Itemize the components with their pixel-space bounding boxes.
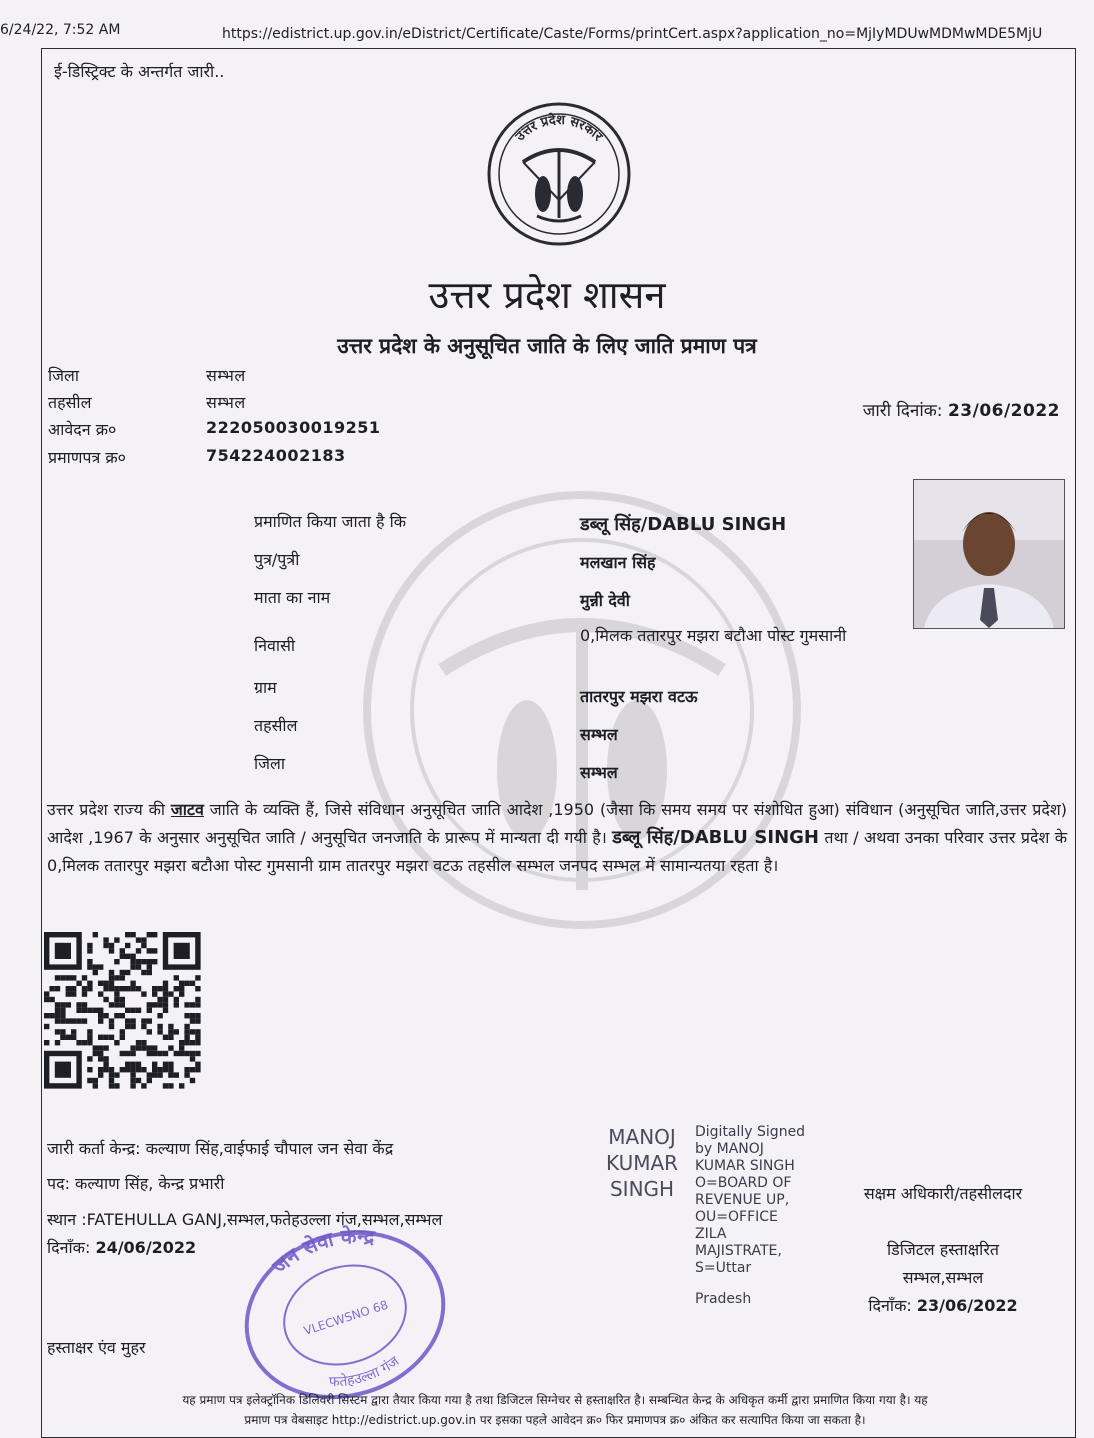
- certified-label: प्रमाणित किया जाता है कि: [254, 512, 407, 531]
- certificate-no-label: प्रमाणपत्र क्र०: [48, 448, 126, 467]
- signer-name-line-2: KUMAR: [606, 1151, 679, 1175]
- signature-detail-line: Pradesh: [695, 1291, 752, 1307]
- issue-date: [863, 398, 1060, 421]
- signature-details: [695, 1124, 805, 1308]
- application-number: 222050030019251: [206, 418, 381, 437]
- district-label: जिला: [48, 366, 80, 385]
- digital-signed-label: डिजिटल हस्ताक्षरित: [887, 1240, 999, 1259]
- issued-under-text: ई-डिस्ट्रिक्ट के अन्तर्गत जारी..: [54, 62, 225, 81]
- authority-title: सक्षम अधिकारी/तहसीलदार: [863, 1184, 1023, 1203]
- tehsil-label: तहसील: [48, 393, 92, 412]
- resident-label: निवासी: [254, 636, 296, 655]
- signature-detail-line: MAJISTRATE,: [695, 1243, 782, 1259]
- signature-detail-line: ZILA: [695, 1226, 727, 1242]
- emblem-text: उत्तर प्रदेश सरकार: [512, 112, 606, 145]
- signature-detail-line: by MANOJ: [695, 1141, 764, 1157]
- parent-name: मलखान सिंह: [580, 553, 656, 572]
- certificate-number: 754224002183: [206, 446, 346, 465]
- village-name: तातरपुर मझरा वटऊ: [580, 687, 698, 706]
- signature-detail-line: Digitally Signed: [695, 1124, 806, 1140]
- detail-tehsil-value: सम्भल: [580, 725, 618, 744]
- application-label: आवेदन क्र०: [48, 420, 117, 439]
- svg-text:उत्तर प्रदेश सरकार: [512, 112, 605, 145]
- statement-part-2: जाति के व्यक्ति हैं, जिसे संविधान अनुसूचित जाति आदेश ,1950 (जैसा कि समय समय पर संशोधित हुआ) संविधान (अनुसूचित जाति,उत्तर प्रदेश) आदेश ,1967 के अनुसार अनुसूचित जाति / अनुसूचित जनजाति के प्रारूप में मान्यता दी गयी है।: [47, 800, 1067, 847]
- statement-part-3: तथा / अथवा उनका परिवार उत्तर प्रदेश के 0,मिलक ततारपुर मझरा बटौआ पोस्ट गुमसानी ग्राम तातरपुर मझरा वटऊ तहसील सम्भल जनपद सम्भल में सामान्यतया रहता है।: [47, 828, 1068, 875]
- statement-applicant-name: डब्लू सिंह/DABLU SINGH: [612, 827, 819, 848]
- issuer-date-value: 24/06/2022: [95, 1238, 197, 1257]
- signature-detail-line: OU=OFFICE: [695, 1209, 778, 1225]
- detail-district-value: सम्भल: [580, 763, 618, 782]
- certificate-statement: [47, 796, 1067, 880]
- issuer-post: पद: कल्याण सिंह, केन्द्र प्रभारी: [47, 1174, 225, 1193]
- up-emblem-icon: [485, 100, 633, 248]
- district-value: सम्भल: [206, 366, 246, 385]
- authority-date: [828, 1294, 1058, 1316]
- signature-detail-line: [695, 1277, 805, 1291]
- footer-line-1: यह प्रमाण पत्र इलेक्ट्रॉनिक डिलिवरी सिस्टम द्वारा तैयार किया गया है तथा डिजिटल सिग्नेचर से हस्ताक्षरित है। सम्बन्धित केन्द्र के अधिकृत कर्मी द्वारा प्रमाणित किया गया है। यह: [182, 1393, 928, 1407]
- certificate-title: उत्तर प्रदेश के अनुसूचित जाति के लिए जाति प्रमाण पत्र: [337, 334, 757, 358]
- issuer-date: [47, 1236, 196, 1258]
- signature-detail-line: REVENUE UP,: [695, 1192, 790, 1208]
- qr-code: [44, 932, 204, 1090]
- parent-label: पुत्र/पुत्री: [254, 550, 300, 569]
- footer-line-2: प्रमाण पत्र वेबसाइट http://edistrict.up.gov.in पर इसका पहले आवेदन क्र० फिर प्रमाणपत्र क्र० अंकित कर सत्यापित किया जा सकता है।: [244, 1413, 866, 1427]
- stamp-text-mid: VLECWSNO 68: [301, 1297, 390, 1339]
- mother-label: माता का नाम: [254, 588, 331, 607]
- applicant-photo: [913, 479, 1065, 629]
- stamp-text-top: जन सेवा केन्द्र: [267, 1223, 376, 1279]
- print-url: https://edistrict.up.gov.in/eDistrict/Certificate/Caste/Forms/printCert.aspx?application_no=MjIyMDUwMDMwMDE5MjU: [222, 26, 1043, 42]
- signature-detail-line: KUMAR SINGH: [695, 1158, 795, 1174]
- signature-detail-line: S=Uttar: [695, 1260, 752, 1276]
- authority-date-value: 23/06/2022: [916, 1296, 1018, 1315]
- svg-text:जन सेवा केन्द्र: [263, 1222, 384, 1282]
- signer-name-line-3: SINGH: [609, 1177, 675, 1201]
- statement-part-1: उत्तर प्रदेश राज्य की: [47, 800, 166, 819]
- issuing-center: जारी कर्ता केन्द्र: कल्याण सिंह,वाईफाई चौपाल जन सेवा केंद्र: [47, 1139, 394, 1158]
- tehsil-value: सम्भल: [206, 393, 246, 412]
- print-timestamp: 6/24/22, 7:52 AM: [0, 22, 121, 38]
- signer-name-line-1: MANOJ: [608, 1125, 676, 1149]
- signer-name: [606, 1124, 678, 1202]
- issue-date-label: जारी दिनांक:: [862, 401, 943, 421]
- resident-address: 0,मिलक ततारपुर मझरा बटौआ पोस्ट गुमसानी: [580, 626, 847, 645]
- issuer-place: स्थान :FATEHULLA GANJ,सम्भल,फतेहउल्ला गंज,सम्भल,सम्भल: [47, 1210, 443, 1229]
- detail-tehsil-label: तहसील: [254, 716, 298, 735]
- caste-name: जाटव: [170, 800, 204, 819]
- applicant-name: डब्लू सिंह/DABLU SINGH: [580, 514, 787, 535]
- authority-date-label: दिनाँक:: [868, 1296, 912, 1315]
- government-title: उत्तर प्रदेश शासन: [428, 273, 666, 317]
- footer-note: [50, 1390, 1060, 1430]
- authority-location: सम्भल,सम्भल: [902, 1268, 984, 1287]
- village-label: ग्राम: [254, 678, 277, 697]
- issuer-date-label: दिनाँक:: [47, 1238, 91, 1257]
- signature-detail-line: O=BOARD OF: [695, 1175, 792, 1191]
- issue-date-value: 23/06/2022: [947, 401, 1060, 421]
- sign-and-seal-label: हस्ताक्षर एंव मुहर: [47, 1338, 146, 1357]
- mother-name: मुन्नी देवी: [580, 591, 630, 610]
- stamp-text-bottom: फतेहउल्ला गंज: [328, 1353, 403, 1391]
- detail-district-label: जिला: [254, 754, 286, 773]
- seal-stamp: [234, 1222, 456, 1408]
